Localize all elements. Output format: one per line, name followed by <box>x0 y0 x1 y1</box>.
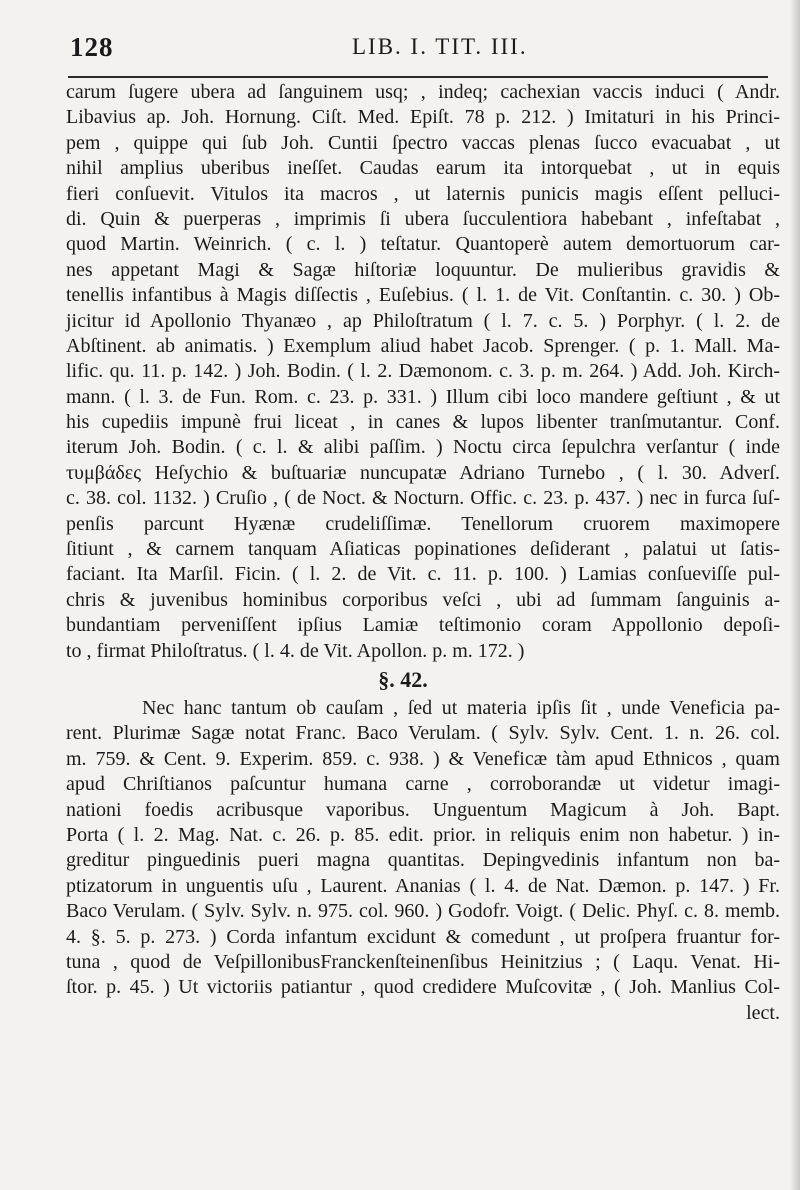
text-line: mann. ( l. 3. de Fun. Rom. c. 23. p. 331. ) Illum cibi loco mandere geſtiunt , & ut <box>66 385 780 408</box>
paragraph-2 <box>66 696 780 1026</box>
text-line: jicitur id Apollonio Thyanæo , ap Philoſtratum ( l. 7. c. 5. ) Porphyr. ( l. 2. de <box>66 309 780 332</box>
text-line: fieri conſuevit. Vitulos ita macros , ut laternis punicis magis eſſent pelluci- <box>66 182 780 205</box>
text-line: ptizatorum in unguentis uſu , Laurent. Ananias ( l. 4. de Nat. Dæmon. p. 147. ) Fr. <box>66 874 780 897</box>
text-line: penſis parcunt Hyænæ crudeliſſimæ. Tenellorum cruorem maximopere <box>66 512 780 535</box>
section-heading: §. 42. <box>378 666 428 692</box>
text-line: iterum Joh. Bodin. ( c. l. & alibi paſſim. ) Noctu circa ſepulchra verſantur ( inde <box>66 436 780 459</box>
text-line: rent. Plurimæ Sagæ notat Franc. Baco Verulam. ( Sylv. Sylv. Cent. 1. n. 26. col. <box>66 722 780 745</box>
page-number: 128 <box>70 32 114 62</box>
paragraph-1 <box>66 80 780 664</box>
text-line: carum ſugere ubera ad ſanguinem usq; , indeq; cachexian vaccis induci ( Andr. <box>66 81 780 103</box>
text-line: apud Chriſtianos paſcuntur humana carne , corroborandæ ut videtur imagi- <box>66 773 780 796</box>
text-line: m. 759. & Cent. 9. Experim. 859. c. 938. ) & Veneficæ tàm apud Ethnicos , quam <box>66 747 780 770</box>
text-line: Baco Verulam. ( Sylv. Sylv. n. 975. col. 960. ) Godofr. Voigt. ( Delic. Phyſ. c. 8. memb. <box>66 900 780 923</box>
text-line: tenellis infantibus à Magis diſſectis , Euſebius. ( l. 1. de Vit. Conſtantin. c. 30. ) Ob- <box>66 284 780 307</box>
body-text <box>66 80 780 1026</box>
text-line: 4. §. 5. p. 273. ) Corda infantum excidunt & comedunt , ut proſpera fruantur for- <box>66 925 780 948</box>
text-line: lific. qu. 11. p. 142. ) Joh. Bodin. ( l. 2. Dæmonom. c. 3. p. m. 264. ) Add. Joh. Kirch- <box>66 360 780 383</box>
text-line: pem , quippe qui ſub Joh. Cuntii ſpectro vaccas plenas ſucco evacuabat , ut <box>66 131 780 154</box>
text-line: ſitiunt , & carnem tanquam Aſiaticas popinationes deſiderant , palatui ut ſatis- <box>66 538 780 561</box>
header-rule <box>68 76 768 78</box>
text-line: Abſtinent. ab animatis. ) Exemplum aliud habet Jacob. Sprenger. ( p. 1. Mall. Ma- <box>66 334 780 357</box>
text-line: nihil amplius uberibus ineſſet. Caudas earum ita intorquebat , ut in equis <box>66 157 780 180</box>
text-line: c. 38. col. 1132. ) Cruſio , ( de Noct. & Nocturn. Offic. c. 23. p. 437. ) nec in furca ſuſ- <box>66 487 780 510</box>
text-line: quod Martin. Weinrich. ( c. l. ) teſtatur. Quantoperè autem demortuorum car- <box>66 233 780 256</box>
text-line: faciant. Ita Marſil. Ficin. ( l. 2. de Vit. c. 11. p. 100. ) Lamias conſueviſſe pul- <box>66 563 780 586</box>
text-line: chris & juvenibus hominibus corporibus veſci , ubi ad ſummam ſanguinis a- <box>66 588 780 611</box>
text-line: tuna , quod de VeſpillonibusFranckenſteinenſibus Heinitzius ; ( Laqu. Venat. Hi- <box>66 950 780 973</box>
text-line: to , firmat Philoſtratus. ( l. 4. de Vit. Apollon. p. m. 172. ) <box>66 639 525 662</box>
text-line: lect. <box>746 1001 780 1024</box>
running-head: LIB. I. TIT. III. <box>352 34 528 59</box>
text-line: Nec hanc tantum ob cauſam , ſed ut materia ipſis ſit , unde Veneficia pa- <box>142 696 780 719</box>
text-line: Libavius ap. Joh. Hornung. Ciſt. Med. Epiſt. 78 p. 212. ) Imitaturi in his Princi- <box>66 106 780 129</box>
text-line: nationi foedis acribusque vaporibus. Unguentum Magicum à Joh. Bapt. <box>66 798 780 821</box>
text-line: his cupediis impunè frui liceat , in canes & lupos libenter tranſmutantur. Conf. <box>66 411 780 434</box>
text-line: ſtor. p. 45. ) Ut victoriis patiantur , quod credidere Muſcovitæ , ( Joh. Manlius Col- <box>66 976 780 999</box>
page-edge-shadow <box>790 0 800 1190</box>
text-line: Porta ( l. 2. Mag. Nat. c. 26. p. 85. edit. prior. in reliquis enim non habetur. ) in- <box>66 823 780 846</box>
text-line: nes appetant Magi & Sagæ hiſtoriæ loquuntur. De mulieribus gravidis & <box>66 258 780 281</box>
text-line: bundantiam perveniſſent ipſius Lamiæ teſtimonio coram Appollonio depoſi- <box>66 614 780 637</box>
page-header <box>0 30 800 70</box>
text-line: di. Quin & puerperas , imprimis ſi ubera ſucculentiora habebant , infeſtabat , <box>66 207 780 230</box>
text-line: greditur pinguedinis pueri magna quantitas. Depingvedinis infantum non ba- <box>66 849 780 872</box>
text-line: τυμβάδες Heſychio & buſtuariæ nuncupatæ Adriano Turnebo , ( l. 30. Adverſ. <box>66 461 780 484</box>
